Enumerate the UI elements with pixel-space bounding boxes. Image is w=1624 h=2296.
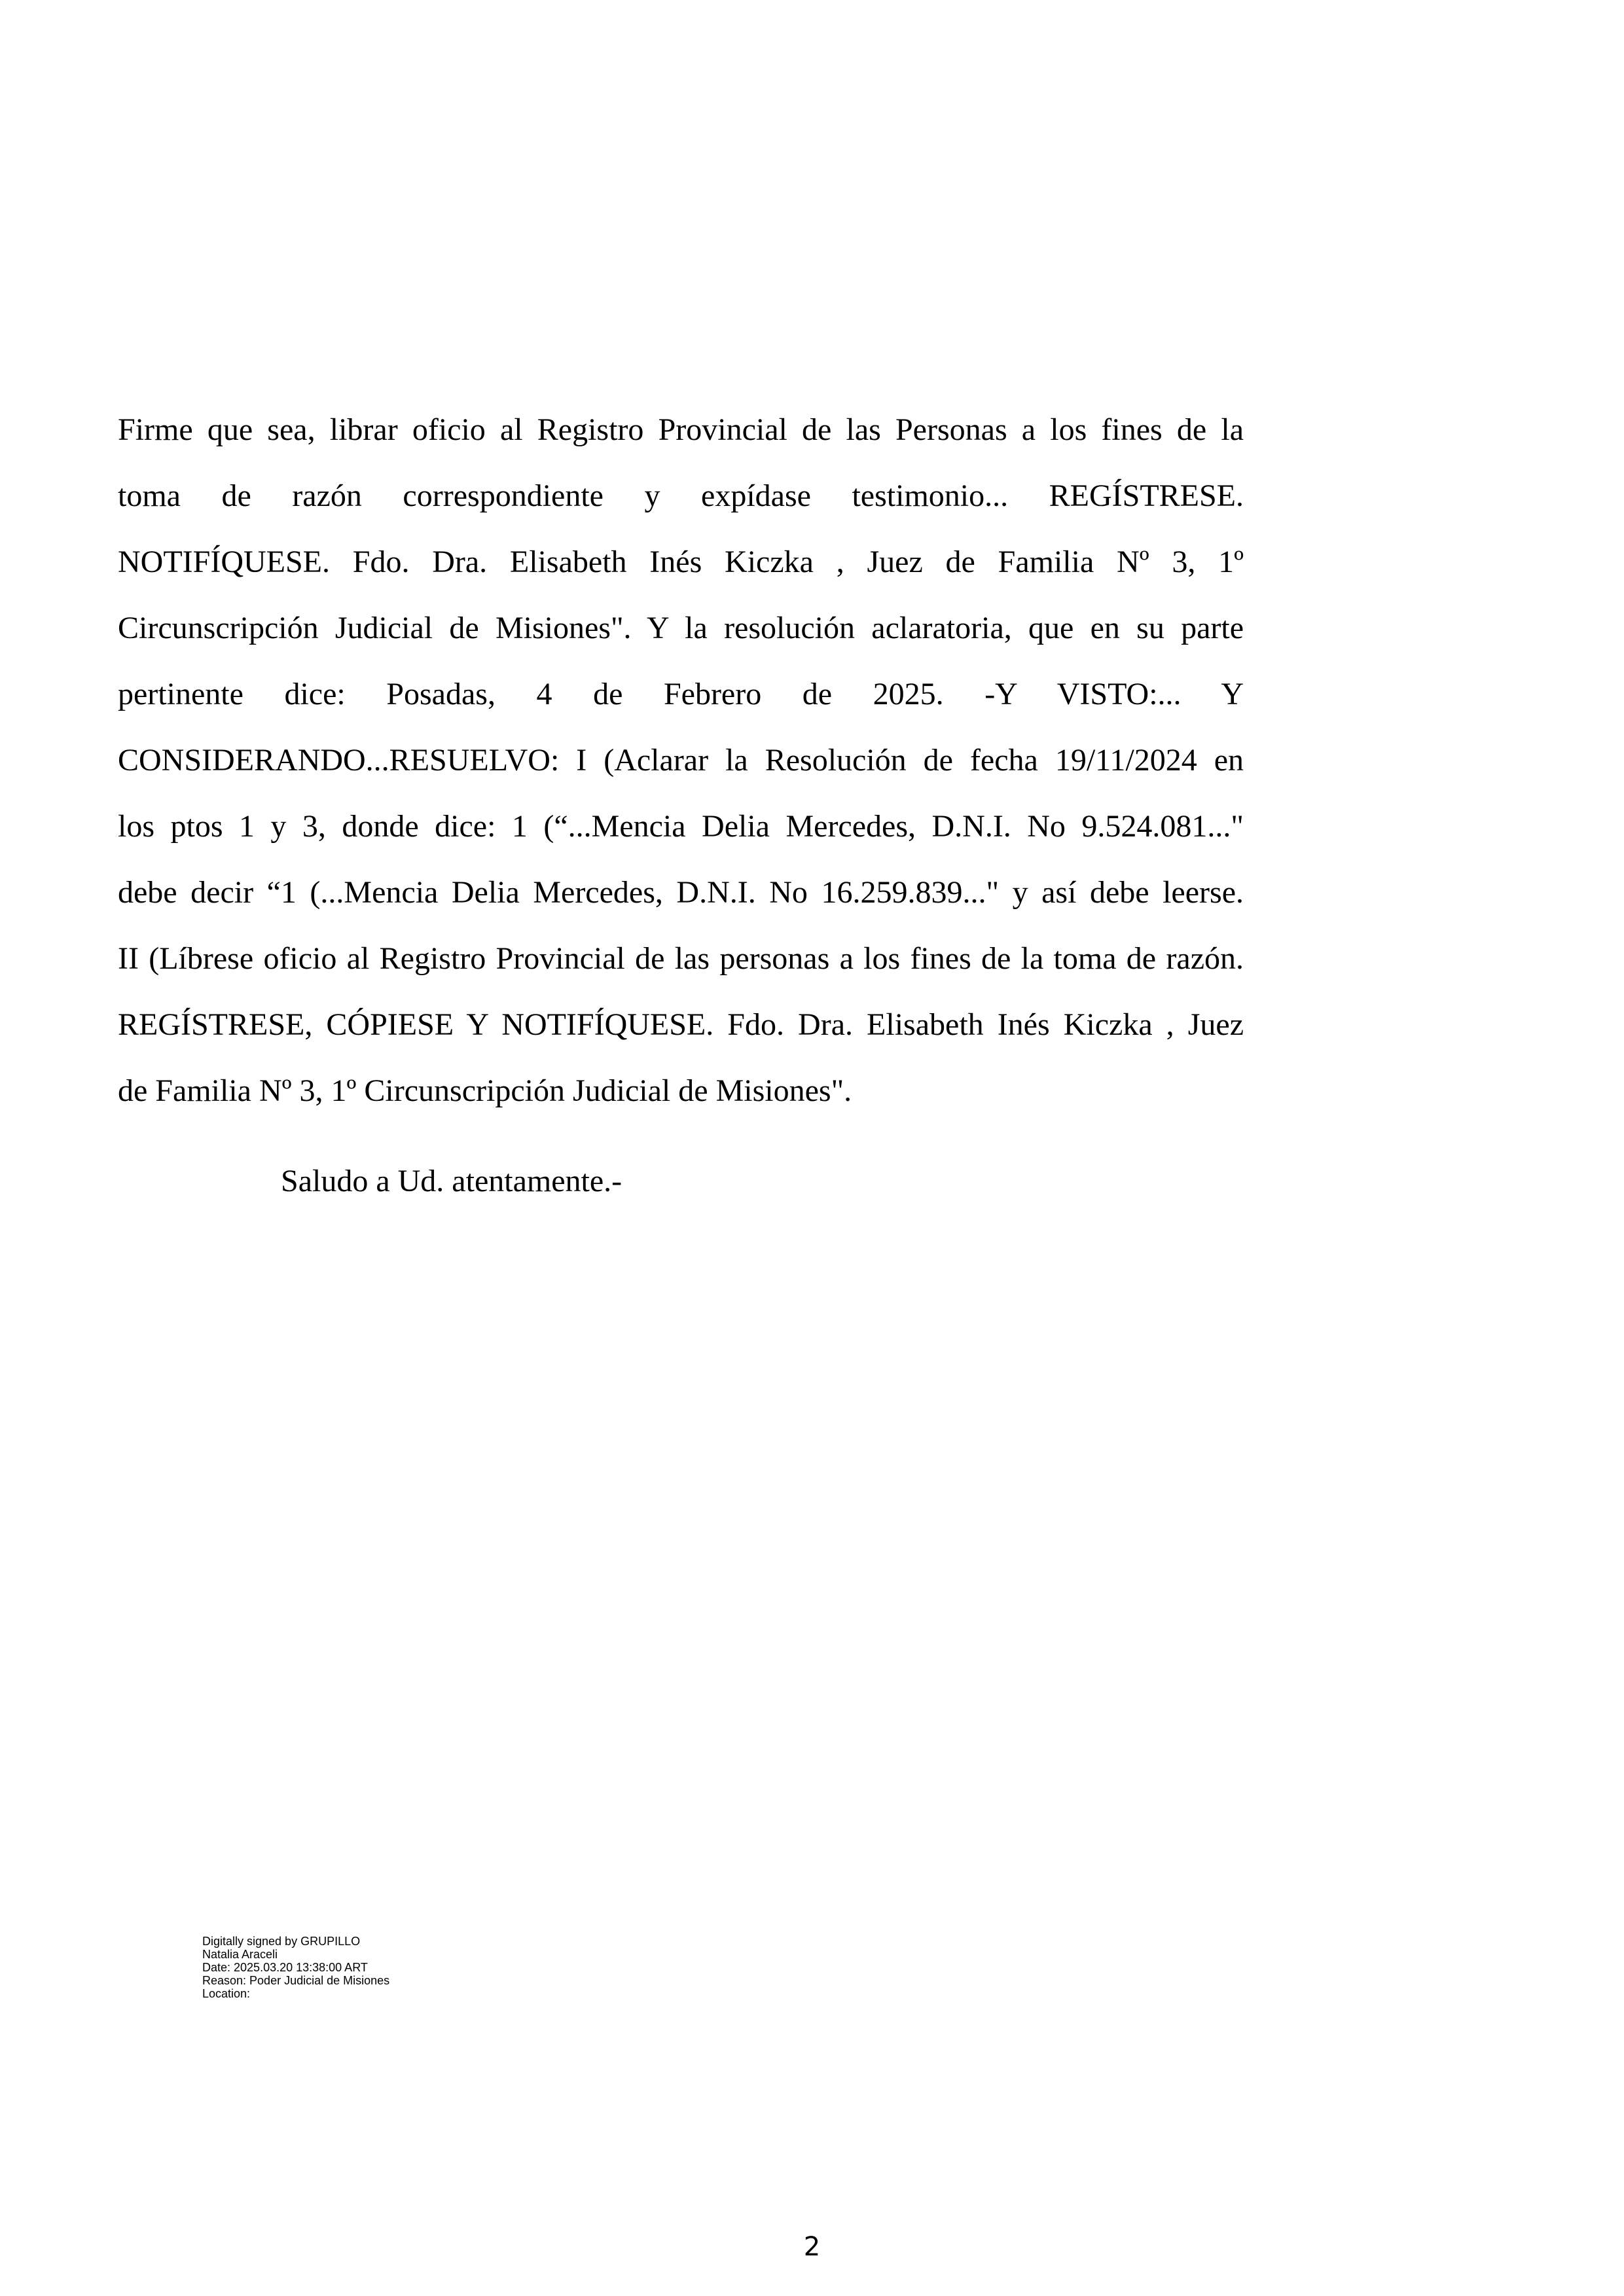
body-line: NOTIFÍQUESE. Fdo. Dra. Elisabeth Inés Kiczka , Juez de Familia Nº 3, 1º <box>118 545 1244 579</box>
body-line: Circunscripción Judicial de Misiones". Y la resolución aclaratoria, que en su parte <box>118 611 1244 645</box>
body-line: Firme que sea, librar oficio al Registro Provincial de las Personas a los fines de la <box>118 412 1244 447</box>
signature-line: Reason: Poder Judicial de Misiones <box>202 1974 390 1987</box>
body-line: REGÍSTRESE, CÓPIESE Y NOTIFÍQUESE. Fdo. Dra. Elisabeth Inés Kiczka , Juez <box>118 1007 1244 1042</box>
signature-line: Location: <box>202 1987 251 2000</box>
body-line: CONSIDERANDO...RESUELVO: I (Aclarar la Resolución de fecha 19/11/2024 en <box>118 743 1244 778</box>
digital-signature-block <box>202 1935 389 2000</box>
body-line: pertinente dice: Posadas, 4 de Febrero de 2025. -Y VISTO:... Y <box>118 677 1244 711</box>
body-line: toma de razón correspondiente y expídase testimonio... REGÍSTRESE. <box>118 478 1244 513</box>
signature-line: Digitally signed by GRUPILLO <box>202 1935 361 1948</box>
signature-line: Natalia Araceli <box>202 1948 278 1961</box>
signature-line: Date: 2025.03.20 13:38:00 ART <box>202 1961 368 1974</box>
body-line: de Familia Nº 3, 1º Circunscripción Judicial de Misiones". <box>118 1073 852 1108</box>
page-number: 2 <box>803 2232 821 2262</box>
body-line: debe decir “1 (...Mencia Delia Mercedes, D.N.I. No 16.259.839..." y así debe leerse. <box>118 875 1244 910</box>
body-line: II (Líbrese oficio al Registro Provincial de las personas a los fines de la toma de razón. <box>118 941 1244 976</box>
body-paragraph <box>118 397 1244 1124</box>
closing-salutation: Saludo a Ud. atentamente.- <box>281 1164 623 1198</box>
body-line: los ptos 1 y 3, donde dice: 1 (“...Mencia Delia Mercedes, D.N.I. No 9.524.081..." <box>118 809 1244 844</box>
